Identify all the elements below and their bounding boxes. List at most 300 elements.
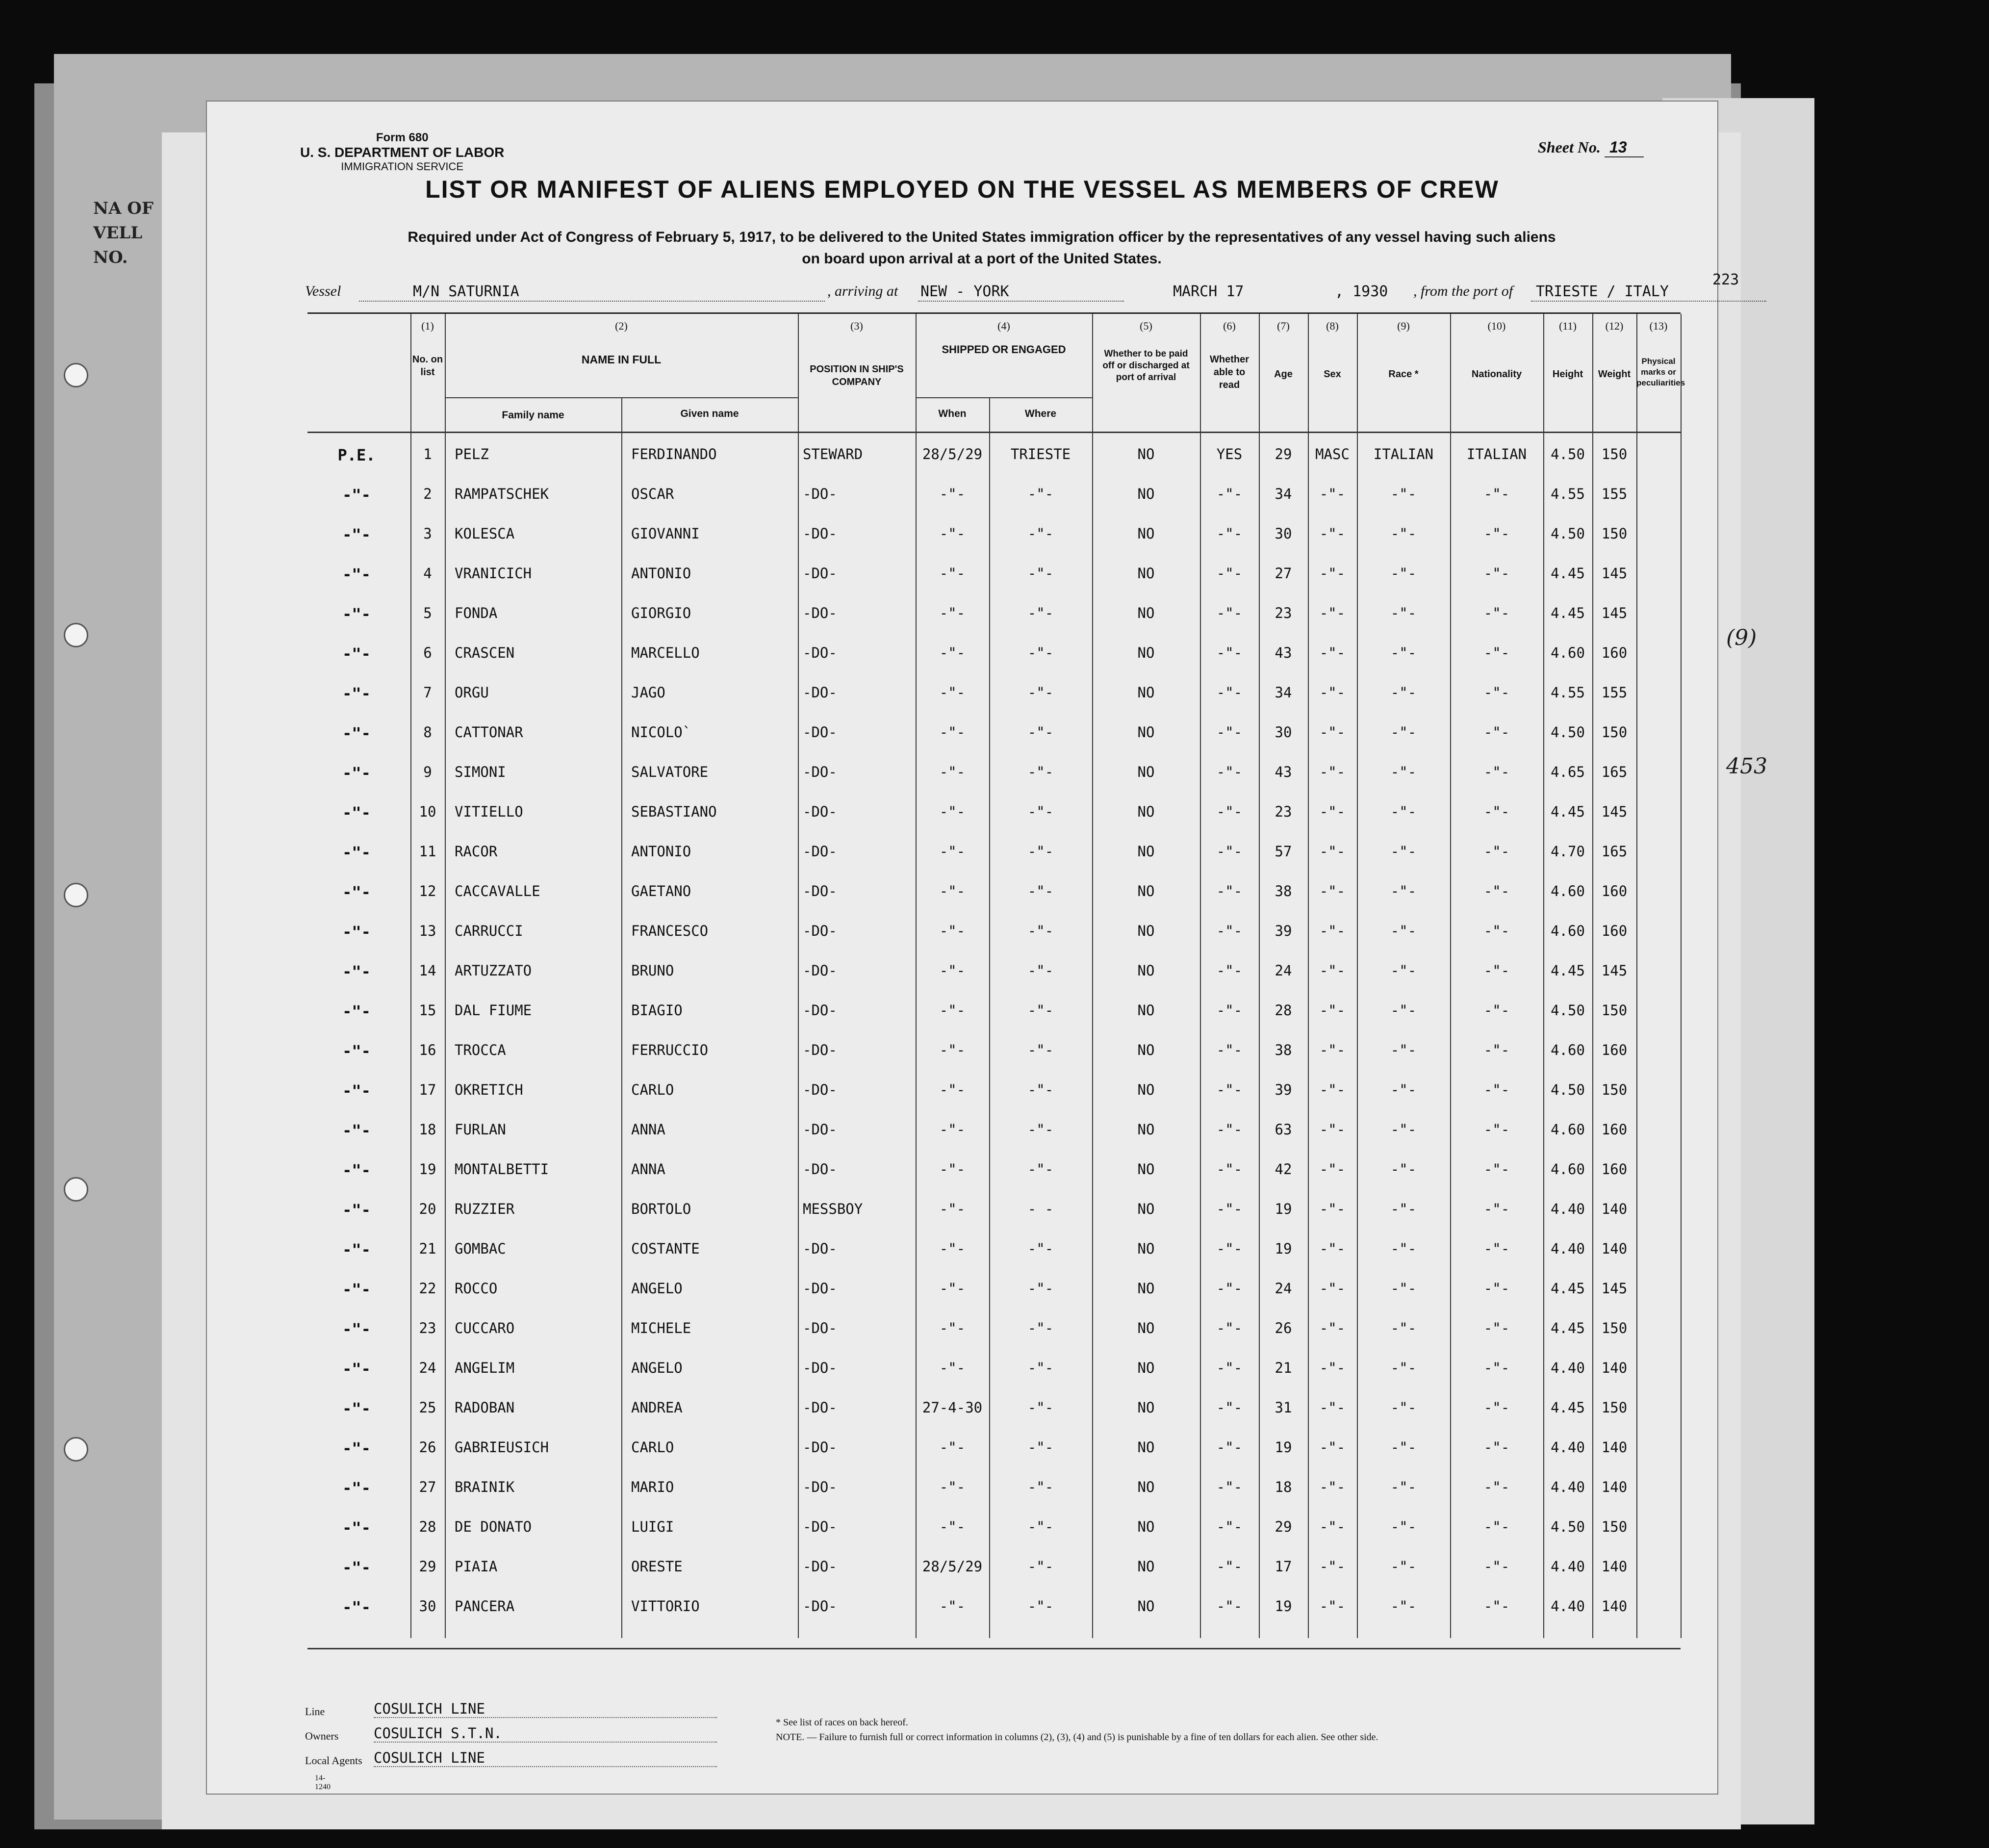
cell-given: ANTONIO: [631, 565, 691, 582]
col-number: (8): [1326, 320, 1339, 332]
cell-nat: -"-: [1483, 923, 1510, 939]
cell-where: - -: [1027, 1201, 1054, 1217]
cell-nat: -"-: [1483, 1399, 1510, 1416]
races-note: * See list of races on back hereof.: [776, 1717, 908, 1728]
binder-hole: [64, 363, 88, 387]
cell-weight: 150: [1601, 1002, 1628, 1019]
cell-when: -"-: [939, 1240, 966, 1257]
cell-where: -"-: [1027, 923, 1054, 939]
cell-where: -"-: [1027, 1002, 1054, 1019]
cell-no: 20: [419, 1201, 436, 1217]
cell-race: -"-: [1390, 883, 1417, 899]
cell-when: 28/5/29: [922, 1558, 983, 1575]
cell-when: -"-: [939, 1439, 966, 1456]
cell-position: -DO-: [803, 684, 837, 701]
cell-read: -"-: [1216, 1240, 1243, 1257]
cell-age: 42: [1275, 1161, 1292, 1178]
cell-pe: -"-: [342, 1399, 371, 1418]
cell-pe: -"-: [342, 486, 371, 504]
cell-position: -DO-: [803, 764, 837, 780]
cell-height: 4.45: [1551, 962, 1585, 979]
agents-value: COSULICH LINE: [374, 1749, 717, 1767]
cell-weight: 160: [1601, 923, 1628, 939]
cell-given: CARLO: [631, 1439, 674, 1456]
cell-pe: -"-: [342, 565, 371, 584]
cell-race: -"-: [1390, 1479, 1417, 1495]
cell-read: -"-: [1216, 962, 1243, 979]
cell-paid: NO: [1137, 1081, 1155, 1098]
cell-sex: -"-: [1319, 923, 1346, 939]
cell-family: GABRIEUSICH: [455, 1439, 549, 1456]
cell-given: BIAGIO: [631, 1002, 683, 1019]
cell-no: 14: [419, 962, 436, 979]
cell-family: VITIELLO: [455, 803, 523, 820]
cell-read: -"-: [1216, 843, 1243, 860]
cell-race: -"-: [1390, 1161, 1417, 1178]
cell-nat: -"-: [1483, 764, 1510, 780]
cell-weight: 140: [1601, 1598, 1628, 1615]
cell-nat: -"-: [1483, 525, 1510, 542]
cell-nat: -"-: [1483, 1479, 1510, 1495]
cell-sex: -"-: [1319, 684, 1346, 701]
cell-nat: -"-: [1483, 1598, 1510, 1615]
cell-when: 28/5/29: [922, 446, 983, 462]
cell-paid: NO: [1137, 883, 1155, 899]
cell-pe: -"-: [342, 1439, 371, 1458]
column-rule: [798, 314, 799, 1638]
cell-position: -DO-: [803, 962, 837, 979]
cell-weight: 140: [1601, 1558, 1628, 1575]
col-number: (1): [421, 320, 434, 332]
cell-paid: NO: [1137, 1598, 1155, 1615]
cell-where: -"-: [1027, 1121, 1054, 1138]
cell-read: -"-: [1216, 1479, 1243, 1495]
column-rule: [1259, 314, 1260, 1638]
page-title: LIST OR MANIFEST OF ALIENS EMPLOYED ON THE VESSEL AS MEMBERS OF CREW: [425, 176, 1499, 203]
column-rule: [916, 314, 917, 1638]
cell-family: VRANICICH: [455, 565, 532, 582]
cell-where: -"-: [1027, 803, 1054, 820]
cell-height: 4.60: [1551, 1042, 1585, 1058]
cell-position: -DO-: [803, 1081, 837, 1098]
cell-family: CRASCEN: [455, 644, 515, 661]
cell-family: RADOBAN: [455, 1399, 515, 1416]
cell-height: 4.45: [1551, 605, 1585, 621]
cell-age: 34: [1275, 486, 1292, 502]
cell-height: 4.70: [1551, 843, 1585, 860]
cell-race: -"-: [1390, 1240, 1417, 1257]
cell-paid: NO: [1137, 803, 1155, 820]
cell-no: 29: [419, 1558, 436, 1575]
cell-family: CUCCARO: [455, 1320, 515, 1336]
cell-height: 4.60: [1551, 1121, 1585, 1138]
fine-note: NOTE. — Failure to furnish full or correct information in columns (2), (3), (4) and (5) is punishable by a fine of ten dollars for each alien. See other side.: [776, 1732, 1378, 1743]
col-number: (11): [1559, 320, 1577, 332]
cell-no: 17: [419, 1081, 436, 1098]
cell-when: -"-: [939, 724, 966, 741]
cell-where: -"-: [1027, 843, 1054, 860]
cell-pe: -"-: [342, 764, 371, 782]
print-code: 14-1240: [315, 1774, 331, 1791]
subtitle-line: on board upon arrival at a port of the United States.: [802, 251, 1162, 267]
cell-no: 23: [419, 1320, 436, 1336]
cell-read: -"-: [1216, 565, 1243, 582]
cell-position: -DO-: [803, 1320, 837, 1336]
line-label: Line: [305, 1705, 325, 1718]
cell-given: BRUNO: [631, 962, 674, 979]
cell-position: -DO-: [803, 486, 837, 502]
cell-given: ANTONIO: [631, 843, 691, 860]
cell-pe: -"-: [342, 724, 371, 743]
cell-when: -"-: [939, 1360, 966, 1376]
cell-race: -"-: [1390, 1121, 1417, 1138]
cell-where: -"-: [1027, 1280, 1054, 1297]
cell-family: PANCERA: [455, 1598, 515, 1615]
cell-given: SALVATORE: [631, 764, 709, 780]
column-rule: [1200, 314, 1201, 1638]
cell-age: 28: [1275, 1002, 1292, 1019]
col-number: (10): [1487, 320, 1506, 332]
cell-where: -"-: [1027, 605, 1054, 621]
cell-position: -DO-: [803, 883, 837, 899]
cell-weight: 145: [1601, 1280, 1628, 1297]
cell-age: 39: [1275, 923, 1292, 939]
cell-no: 18: [419, 1121, 436, 1138]
cell-paid: NO: [1137, 1161, 1155, 1178]
cell-nat: -"-: [1483, 684, 1510, 701]
arriving-label: , arriving at: [827, 283, 898, 299]
cell-height: 4.50: [1551, 446, 1585, 462]
cell-sex: -"-: [1319, 1360, 1346, 1376]
cell-nat: -"-: [1483, 1042, 1510, 1058]
cell-given: FRANCESCO: [631, 923, 709, 939]
cell-position: -DO-: [803, 525, 837, 542]
vessel-label: Vessel: [305, 283, 341, 299]
cell-family: RACOR: [455, 843, 498, 860]
cell-race: -"-: [1390, 1081, 1417, 1098]
cell-read: -"-: [1216, 1042, 1243, 1058]
cell-sex: -"-: [1319, 962, 1346, 979]
cell-no: 10: [419, 803, 436, 820]
cell-paid: NO: [1137, 486, 1155, 502]
cell-where: -"-: [1027, 1518, 1054, 1535]
cell-race: -"-: [1390, 525, 1417, 542]
cell-race: -"-: [1390, 1320, 1417, 1336]
cell-where: -"-: [1027, 724, 1054, 741]
page-subtitle: [285, 227, 1678, 270]
cell-where: -"-: [1027, 1161, 1054, 1178]
cell-where: -"-: [1027, 644, 1054, 661]
cell-no: 26: [419, 1439, 436, 1456]
arriving-value: NEW - YORK: [920, 283, 1009, 300]
cell-weight: 145: [1601, 565, 1628, 582]
cell-paid: NO: [1137, 565, 1155, 582]
cell-paid: NO: [1137, 1399, 1155, 1416]
cell-pe: -"-: [342, 962, 371, 981]
cell-pe: -"-: [342, 1598, 371, 1617]
cell-height: 4.50: [1551, 1081, 1585, 1098]
cell-weight: 145: [1601, 605, 1628, 621]
cell-family: CARRUCCI: [455, 923, 523, 939]
cell-family: ROCCO: [455, 1280, 498, 1297]
cell-family: ANGELIM: [455, 1360, 515, 1376]
cell-height: 4.55: [1551, 684, 1585, 701]
col-header-family: Family name: [502, 410, 564, 421]
col-header-where: Where: [1024, 408, 1057, 419]
cell-race: -"-: [1390, 764, 1417, 780]
cell-no: 7: [423, 684, 432, 701]
col-header-no: No. on list: [412, 354, 443, 378]
cell-paid: NO: [1137, 446, 1155, 462]
cell-position: -DO-: [803, 1002, 837, 1019]
crew-table: [307, 312, 1685, 1638]
cell-no: 16: [419, 1042, 436, 1058]
cell-no: 4: [423, 565, 432, 582]
binder-hole: [64, 1437, 88, 1462]
cell-sex: -"-: [1319, 1598, 1346, 1615]
cell-pe: -"-: [342, 923, 371, 941]
cell-position: MESSBOY: [803, 1201, 863, 1217]
cell-no: 5: [423, 605, 432, 621]
cell-age: 38: [1275, 883, 1292, 899]
cell-sex: -"-: [1319, 1479, 1346, 1495]
cell-where: -"-: [1027, 1479, 1054, 1495]
cell-read: -"-: [1216, 644, 1243, 661]
column-rule: [1636, 314, 1637, 1638]
cell-where: -"-: [1027, 1558, 1054, 1575]
cell-age: 26: [1275, 1320, 1292, 1336]
port-value: TRIESTE / ITALY: [1536, 283, 1669, 300]
cell-pe: -"-: [342, 1042, 371, 1060]
cell-read: -"-: [1216, 923, 1243, 939]
cell-read: -"-: [1216, 1598, 1243, 1615]
cell-when: -"-: [939, 1320, 966, 1336]
cell-weight: 140: [1601, 1240, 1628, 1257]
cell-race: -"-: [1390, 1399, 1417, 1416]
cell-age: 17: [1275, 1558, 1292, 1575]
cell-height: 4.40: [1551, 1201, 1585, 1217]
cell-weight: 150: [1601, 1399, 1628, 1416]
cell-no: 27: [419, 1479, 436, 1495]
column-rule: [1308, 314, 1309, 1638]
cell-sex: -"-: [1319, 644, 1346, 661]
col-header-nationality: Nationality: [1471, 369, 1522, 380]
cell-when: -"-: [939, 883, 966, 899]
cell-position: -DO-: [803, 923, 837, 939]
cell-read: -"-: [1216, 883, 1243, 899]
cell-race: -"-: [1390, 644, 1417, 661]
cell-weight: 155: [1601, 684, 1628, 701]
cell-given: MICHELE: [631, 1320, 691, 1336]
cell-race: -"-: [1390, 962, 1417, 979]
cell-position: -DO-: [803, 803, 837, 820]
cell-family: RUZZIER: [455, 1201, 515, 1217]
cell-race: -"-: [1390, 724, 1417, 741]
cell-age: 43: [1275, 644, 1292, 661]
cell-height: 4.50: [1551, 525, 1585, 542]
cell-pe: -"-: [342, 883, 371, 901]
cell-read: -"-: [1216, 1558, 1243, 1575]
cell-sex: -"-: [1319, 1002, 1346, 1019]
owners-value: COSULICH S.T.N.: [374, 1725, 717, 1743]
agents-label: Local Agents: [305, 1754, 362, 1767]
cell-age: 31: [1275, 1399, 1292, 1416]
cell-age: 19: [1275, 1598, 1292, 1615]
cell-sex: MASC: [1315, 446, 1350, 462]
cell-race: -"-: [1390, 605, 1417, 621]
background-strip-line: VELL NO.: [93, 223, 143, 267]
column-rule: [1357, 314, 1358, 1638]
cell-weight: 140: [1601, 1201, 1628, 1217]
cell-paid: NO: [1137, 843, 1155, 860]
cell-nat: -"-: [1483, 486, 1510, 502]
cell-height: 4.55: [1551, 486, 1585, 502]
cell-when: -"-: [939, 1081, 966, 1098]
cell-age: 19: [1275, 1240, 1292, 1257]
cell-read: -"-: [1216, 1121, 1243, 1138]
cell-where: -"-: [1027, 1240, 1054, 1257]
col-number: (7): [1277, 320, 1290, 332]
cell-paid: NO: [1137, 724, 1155, 741]
cell-weight: 165: [1601, 843, 1628, 860]
cell-race: -"-: [1390, 1439, 1417, 1456]
col-header-race: Race *: [1388, 369, 1419, 380]
cell-age: 34: [1275, 684, 1292, 701]
cell-where: -"-: [1027, 1399, 1054, 1416]
cell-paid: NO: [1137, 1280, 1155, 1297]
cell-sex: -"-: [1319, 1320, 1346, 1336]
col-header-age: Age: [1274, 369, 1293, 380]
cell-nat: -"-: [1483, 1558, 1510, 1575]
cell-paid: NO: [1137, 1439, 1155, 1456]
column-rule: [1681, 314, 1682, 1638]
column-rule: [621, 397, 622, 1638]
cell-position: -DO-: [803, 605, 837, 621]
column-rule: [445, 314, 446, 1638]
col-header-given: Given name: [680, 408, 739, 419]
cell-when: -"-: [939, 684, 966, 701]
cell-weight: 150: [1601, 525, 1628, 542]
col-header-physical: Physical marks or peculiarities: [1636, 357, 1685, 387]
column-rule: [1450, 314, 1451, 1638]
cell-where: -"-: [1027, 764, 1054, 780]
cell-family: BRAINIK: [455, 1479, 515, 1495]
cell-pe: -"-: [342, 1479, 371, 1497]
cell-read: -"-: [1216, 486, 1243, 502]
cell-height: 4.40: [1551, 1479, 1585, 1495]
cell-paid: NO: [1137, 1201, 1155, 1217]
sheet-number: [1538, 138, 1644, 157]
cell-pe: -"-: [342, 525, 371, 544]
table-bottom-rule: [307, 1648, 1681, 1649]
cell-read: -"-: [1216, 803, 1243, 820]
cell-paid: NO: [1137, 605, 1155, 621]
col-number: (13): [1649, 320, 1668, 332]
header-bottom-rule: [307, 432, 1681, 433]
cell-weight: 165: [1601, 764, 1628, 780]
cell-pe: -"-: [342, 684, 371, 703]
cell-family: FONDA: [455, 605, 498, 621]
cell-given: JAGO: [631, 684, 665, 701]
cell-given: GAETANO: [631, 883, 691, 899]
fill-underline: [1531, 301, 1766, 302]
cell-paid: NO: [1137, 684, 1155, 701]
cell-position: -DO-: [803, 1240, 837, 1257]
cell-no: 24: [419, 1360, 436, 1376]
cell-race: -"-: [1390, 1518, 1417, 1535]
cell-given: CARLO: [631, 1081, 674, 1098]
cell-pe: -"-: [342, 1002, 371, 1021]
cell-sex: -"-: [1319, 764, 1346, 780]
cell-height: 4.45: [1551, 803, 1585, 820]
cell-where: -"-: [1027, 1320, 1054, 1336]
cell-family: PELZ: [455, 446, 489, 462]
cell-read: -"-: [1216, 1360, 1243, 1376]
cell-position: -DO-: [803, 1479, 837, 1495]
cell-position: -DO-: [803, 843, 837, 860]
cell-weight: 150: [1601, 1081, 1628, 1098]
binder-hole: [64, 883, 88, 907]
cell-family: FURLAN: [455, 1121, 506, 1138]
sheet-no-label: Sheet No.: [1538, 138, 1601, 156]
cell-race: -"-: [1390, 803, 1417, 820]
cell-no: 8: [423, 724, 432, 741]
cell-sex: -"-: [1319, 1439, 1346, 1456]
cell-no: 2: [423, 486, 432, 502]
cell-where: -"-: [1027, 1042, 1054, 1058]
department-header: [300, 131, 504, 173]
cell-paid: NO: [1137, 1518, 1155, 1535]
cell-weight: 145: [1601, 962, 1628, 979]
cell-given: BORTOLO: [631, 1201, 691, 1217]
shipped-subheader-rule: [916, 397, 1092, 398]
cell-nat: -"-: [1483, 644, 1510, 661]
cell-family: MONTALBETTI: [455, 1161, 549, 1178]
cell-weight: 140: [1601, 1439, 1628, 1456]
cell-no: 1: [423, 446, 432, 462]
cell-paid: NO: [1137, 1240, 1155, 1257]
cell-height: 4.50: [1551, 1002, 1585, 1019]
vessel-value: M/N SATURNIA: [413, 283, 519, 300]
cell-position: -DO-: [803, 1360, 837, 1376]
cell-given: SEBASTIANO: [631, 803, 717, 820]
cell-where: -"-: [1027, 684, 1054, 701]
cell-where: TRIESTE: [1010, 446, 1071, 462]
cell-when: -"-: [939, 803, 966, 820]
cell-position: STEWARD: [803, 446, 863, 462]
cell-when: 27-4-30: [922, 1399, 983, 1416]
cell-given: ANNA: [631, 1121, 665, 1138]
cell-paid: NO: [1137, 764, 1155, 780]
background-strip-line: NA OF: [93, 199, 154, 218]
service-name: IMMIGRATION SERVICE: [341, 160, 464, 173]
footer-note: [776, 1715, 1658, 1745]
cell-race: ITALIAN: [1373, 446, 1434, 462]
manifest-reference-number: 223: [1712, 271, 1739, 288]
cell-nat: -"-: [1483, 565, 1510, 582]
cell-age: 30: [1275, 525, 1292, 542]
cell-where: -"-: [1027, 525, 1054, 542]
cell-given: VITTORIO: [631, 1598, 700, 1615]
cell-position: -DO-: [803, 1042, 837, 1058]
cell-age: 63: [1275, 1121, 1292, 1138]
cell-nat: -"-: [1483, 1240, 1510, 1257]
cell-sex: -"-: [1319, 1280, 1346, 1297]
column-rule: [1592, 314, 1593, 1638]
cell-read: YES: [1216, 446, 1243, 462]
cell-height: 4.60: [1551, 644, 1585, 661]
cell-nat: ITALIAN: [1466, 446, 1527, 462]
